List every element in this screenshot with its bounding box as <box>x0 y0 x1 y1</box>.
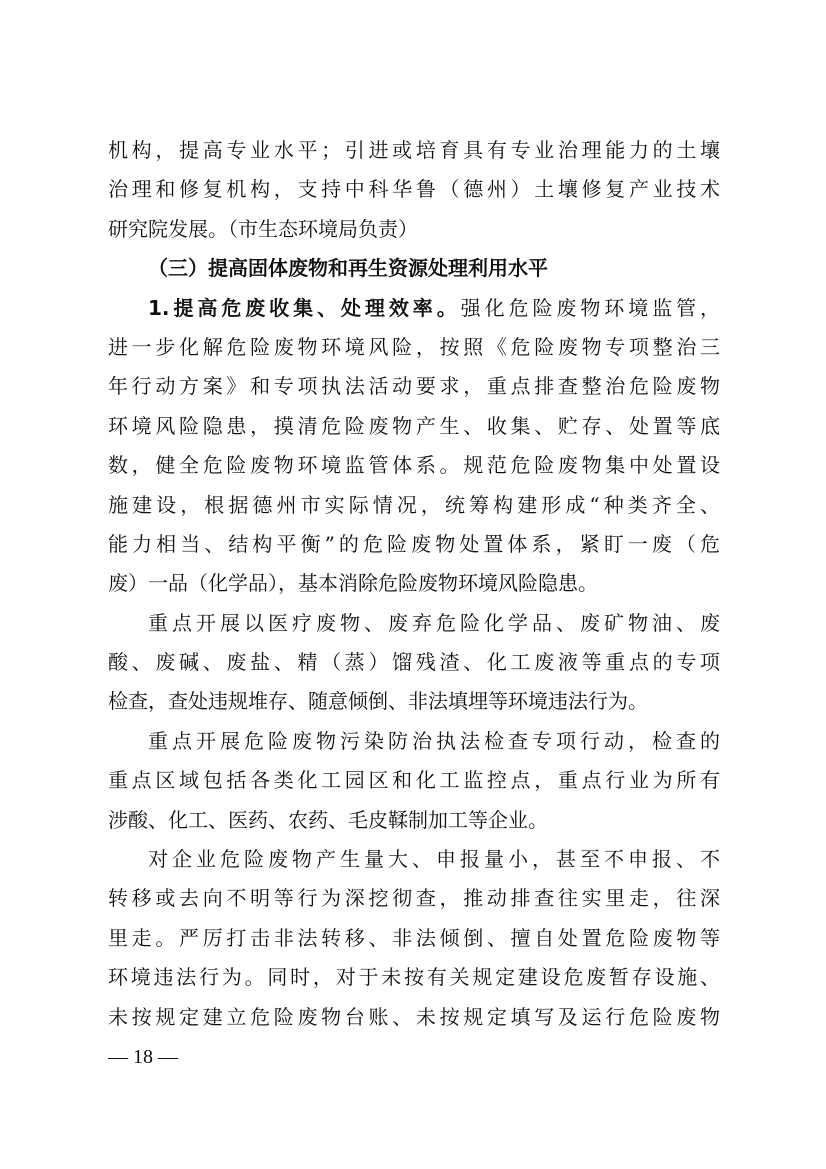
paragraph-line: 能力相当、结构平衡”的危险废物处置体系，紧盯一废（危 <box>108 531 720 556</box>
paragraph-line: 机构，提高专业水平；引进或培育具有专业治理能力的土壤 <box>108 138 720 162</box>
item-heading: 1.提高危废收集、处理效率。 <box>148 295 461 320</box>
paragraph-line: 酸、废碱、废盐、精（蒸）馏残渣、化工废液等重点的专项 <box>108 650 720 675</box>
paragraph-line: 检查，查处违规堆存、随意倾倒、非法填埋等环境违法行为。 <box>108 689 648 714</box>
paragraph-line: 重点区域包括各类化工园区和化工监控点，重点行业为所有 <box>108 768 720 793</box>
paragraph-line: 数，健全危险废物环境监管体系。规范危险废物集中处置设 <box>108 453 720 478</box>
document-body <box>108 131 720 1037</box>
paragraph-line: 未按规定建立危险废物台账、未按规定填写及运行危险废物 <box>108 1004 720 1029</box>
section-heading: （三）提高固体废物和再生资源处理利用水平 <box>148 256 548 281</box>
paragraph-line: 施建设，根据德州市实际情况，统筹构建形成“种类齐全、 <box>108 492 720 517</box>
paragraph-line: 重点开展以医疗废物、废弃危险化学品、废矿物油、废 <box>148 610 720 635</box>
paragraph-line: 废）一品（化学品），基本消除危险废物环境风险隐患。 <box>108 571 598 596</box>
paragraph-line <box>108 289 720 328</box>
paragraph-line: 治理和修复机构，支持中科华鲁（德州）土壤修复产业技术 <box>108 177 720 202</box>
paragraph-line: 重点开展危险废物污染防治执法检查专项行动，检查的 <box>148 728 720 753</box>
paragraph-line: 里走。严厉打击非法转移、非法倾倒、擅自处置危险废物等 <box>108 925 720 950</box>
paragraph-line: 年行动方案》和专项执法活动要求，重点排查整治危险废物 <box>108 374 720 399</box>
paragraph-line: 环境风险隐患，摸清危险废物产生、收集、贮存、处置等底 <box>108 413 720 438</box>
item-text: 强化危险废物环境监管， <box>460 295 721 320</box>
paragraph-line: 环境违法行为。同时，对于未按有关规定建设危废暂存设施、 <box>108 965 720 990</box>
paragraph-line: 研究院发展。（市生态环境局负责） <box>108 216 418 241</box>
paragraph-line: 进一步化解危险废物环境风险，按照《危险废物专项整治三 <box>108 334 720 359</box>
paragraph-line: 转移或去向不明等行为深挖彻查，推动排查往实里走，往深 <box>108 886 720 911</box>
paragraph-line: 对企业危险废物产生量大、申报量小，甚至不申报、不 <box>148 847 720 872</box>
paragraph-line: 涉酸、化工、医药、农药、毛皮鞣制加工等企业。 <box>108 807 548 832</box>
page-number: — 18 — <box>108 1046 178 1068</box>
